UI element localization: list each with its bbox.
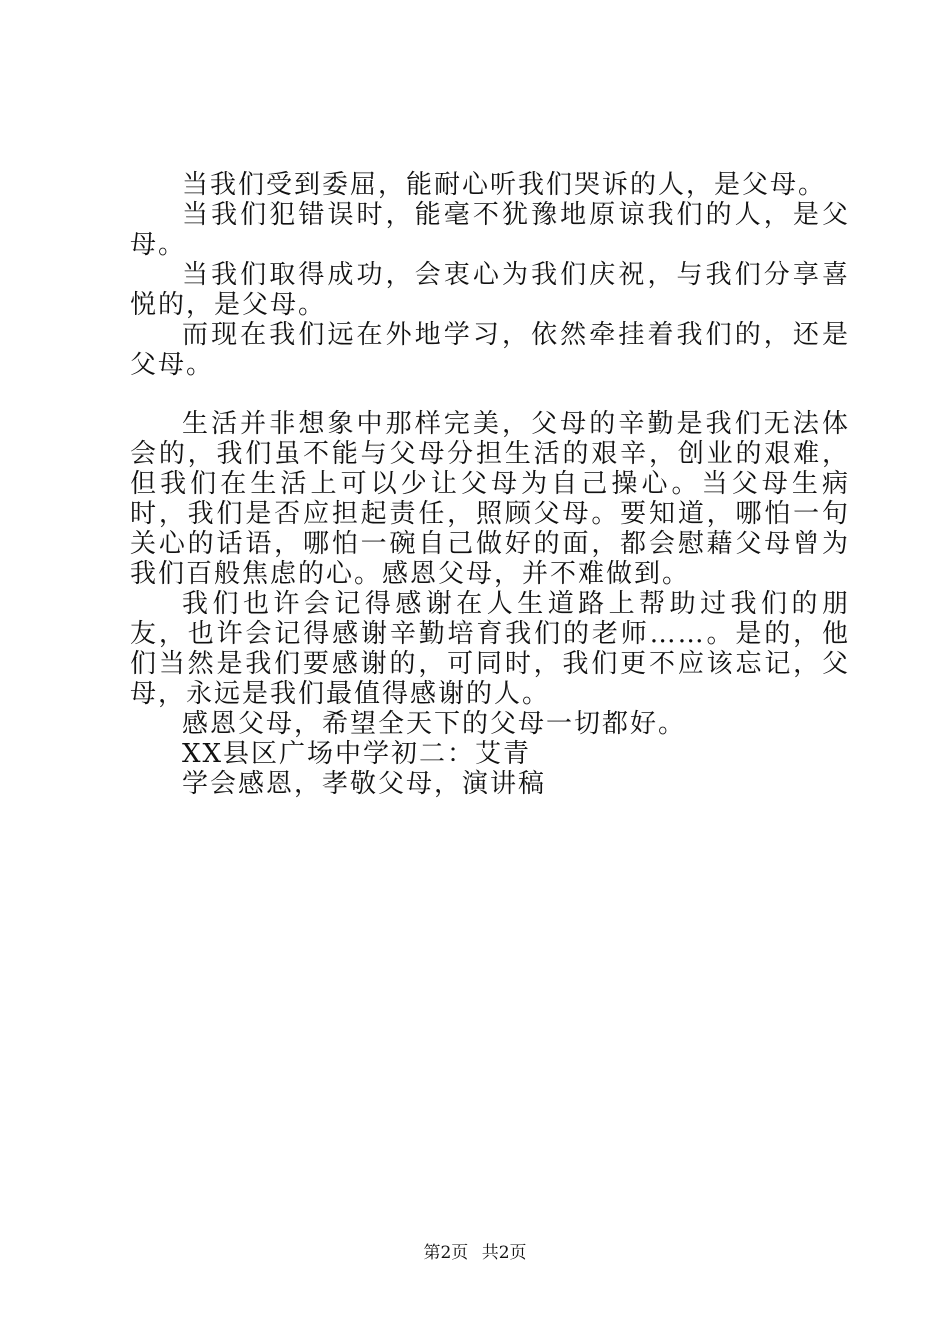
- paragraph-7: 感恩父母，希望全天下的父母一切都好。: [182, 709, 687, 739]
- keywords-line: 学会感恩，孝敬父母，演讲稿: [182, 769, 547, 799]
- paragraph-1: 当我们受到委屈，能耐心听我们哭诉的人，是父母。: [182, 170, 827, 200]
- page-total: 共2页: [481, 1243, 527, 1263]
- paragraph-6: 我们也许会记得感谢在人生道路上帮助过我们的朋友，也许会记得感谢辛勤培育我们的老师……。是的，他们当然是我们要感谢的，可同时，我们更不应该忘记，父母，永远是我们最值得感谢的人。: [130, 589, 850, 709]
- page-number: 第2页: [423, 1243, 469, 1263]
- author-line: XX县区广场中学初二：艾青: [182, 739, 532, 769]
- paragraph-5: 生活并非想象中那样完美，父母的辛勤是我们无法体会的，我们虽不能与父母分担生活的艰辛，创业的艰难，但我们在生活上可以少让父母为自己操心。当父母生病时，我们是否应担起责任，照顾父母。要知道，哪怕一句关心的话语，哪怕一碗自己做好的面，都会慰藉父母曾为我们百般焦虑的心。感恩父母，并不难做到。: [130, 409, 850, 589]
- page-footer: [0, 1243, 950, 1263]
- paragraph-2: 当我们犯错误时，能毫不犹豫地原谅我们的人，是父母。: [130, 200, 850, 260]
- paragraph-3: 当我们取得成功，会衷心为我们庆祝，与我们分享喜悦的，是父母。: [130, 260, 850, 320]
- paragraph-4: 而现在我们远在外地学习，依然牵挂着我们的，还是父母。: [130, 320, 850, 380]
- document-body: [130, 170, 850, 799]
